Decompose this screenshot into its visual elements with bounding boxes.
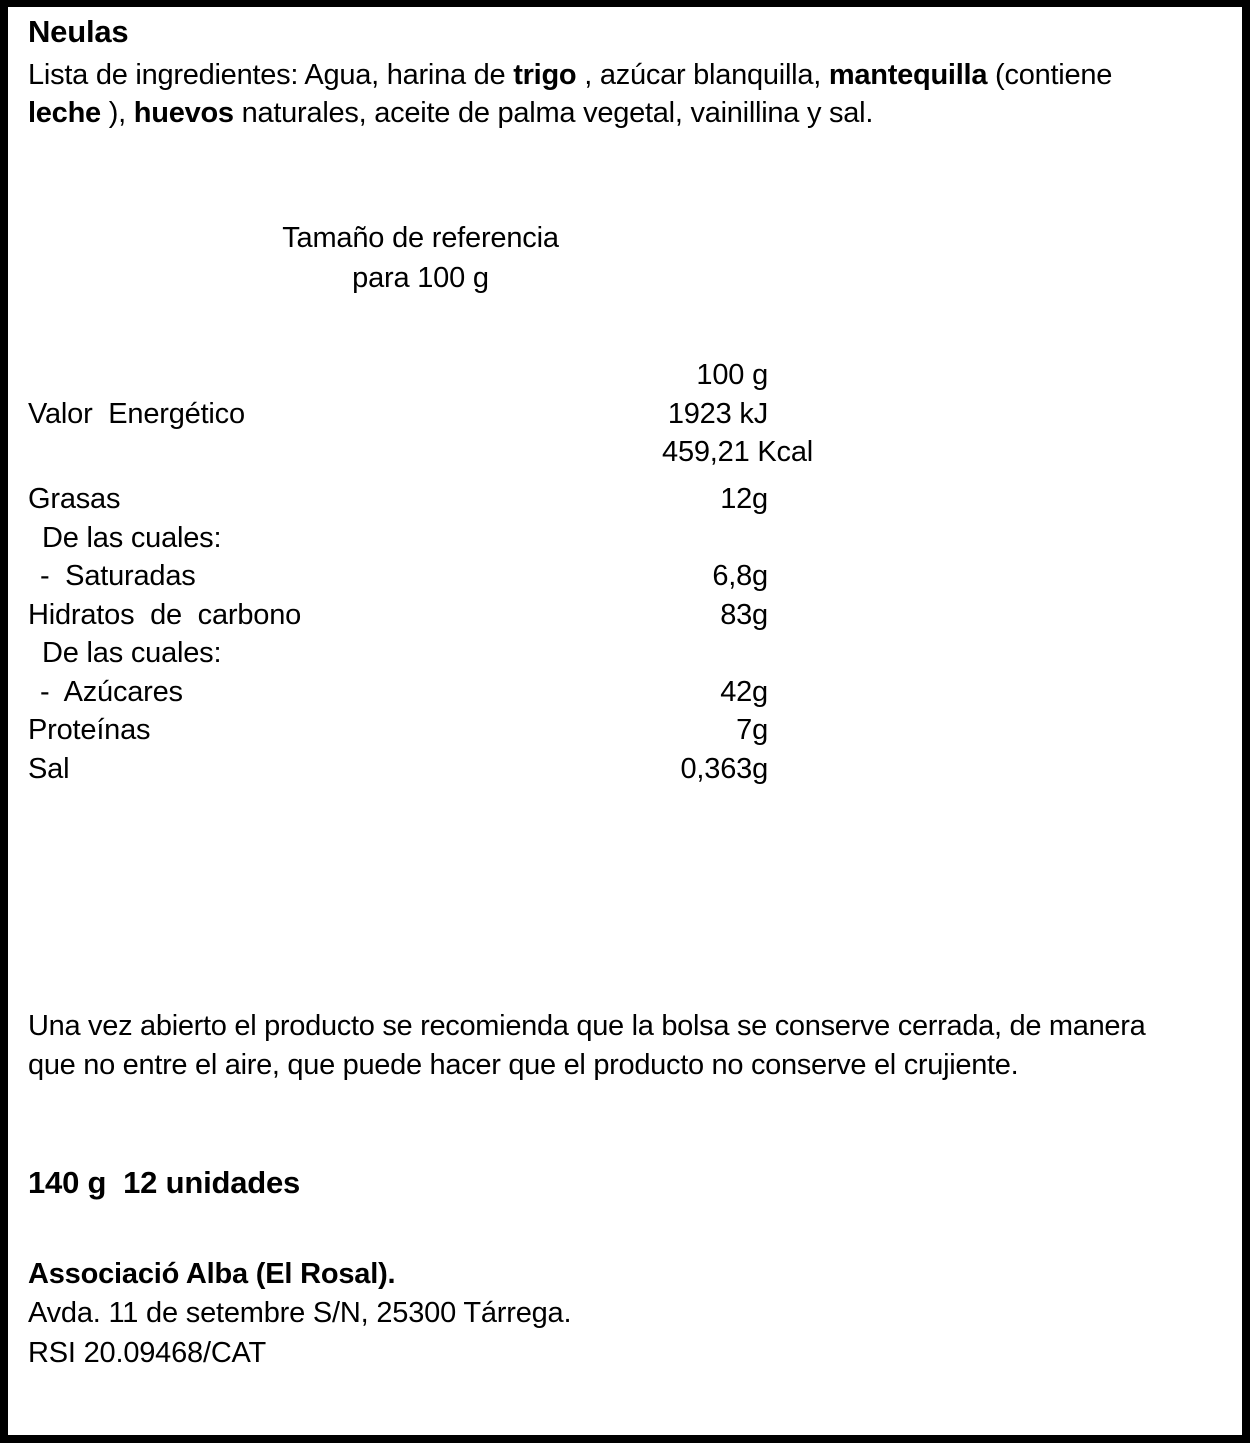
manufacturer-name: Associació Alba (El Rosal).	[28, 1258, 396, 1290]
health-registration-number: RSI 20.09468/CAT	[28, 1336, 267, 1369]
table-row	[28, 519, 813, 558]
row-label-of-which-carbs: De las cuales:	[42, 637, 222, 670]
row-label-salt: Sal	[28, 752, 70, 785]
table-row	[28, 433, 813, 472]
row-value-carbohydrates: 83g	[720, 598, 768, 631]
row-value-protein: 7g	[736, 714, 768, 747]
row-label-sugars: - Azúcares	[40, 675, 183, 708]
row-value-saturates: 6,8g	[712, 560, 768, 593]
row-value-fat: 12g	[720, 483, 768, 515]
row-value-energy-kcal: 459,21 Kcal	[662, 436, 813, 469]
nutrition-column-header: 100 g	[696, 359, 768, 392]
ingredients-tail: naturales, aceite de palma vegetal, vainillina y sal.	[233, 97, 874, 130]
row-label-protein: Proteínas	[28, 714, 151, 747]
row-label-carbohydrates: Hidratos de carbono	[28, 598, 302, 631]
table-row	[28, 395, 813, 434]
table-row	[28, 750, 813, 789]
allergen-mantequilla: mantequilla	[828, 58, 988, 91]
label-content	[8, 7, 1242, 1435]
ingredients-list	[28, 56, 1188, 133]
row-spacer	[28, 472, 813, 480]
manufacturer-info	[28, 1255, 571, 1373]
nutrition-table	[28, 356, 813, 788]
storage-instructions: Una vez abierto el producto se recomienda que la bolsa se conserve cerrada, de manera que no entre el aire, que puede hacer que el producto no conserve el crujiente.	[28, 1010, 1146, 1081]
table-row	[28, 596, 813, 635]
table-row	[28, 480, 813, 519]
reference-size	[28, 219, 813, 298]
allergen-leche: leche	[28, 97, 101, 130]
row-value-energy-kj: 1923 kJ	[667, 397, 768, 430]
allergen-huevos: huevos	[133, 97, 234, 130]
manufacturer-address: Avda. 11 de setembre S/N, 25300 Tárrega.	[28, 1297, 572, 1330]
table-row	[28, 673, 813, 712]
ingredients-mid-3: ),	[100, 97, 134, 130]
table-row	[28, 711, 813, 750]
allergen-trigo: trigo	[513, 58, 577, 91]
table-row	[28, 634, 813, 673]
row-value-salt: 0,363g	[680, 752, 768, 785]
page-title: Neulas	[28, 14, 129, 49]
reference-size-line-1: Tamaño de referencia	[282, 221, 559, 254]
row-value-sugars: 42g	[720, 675, 768, 708]
row-label-saturates: - Saturadas	[40, 560, 196, 593]
table-header-row	[28, 356, 813, 395]
ingredients-lead: Lista de ingredientes: Agua, harina de	[28, 58, 514, 91]
ingredients-mid-1: , azúcar blanquilla,	[576, 58, 829, 91]
row-label-fat: Grasas	[28, 483, 121, 515]
row-label-energy: Valor Energético	[28, 397, 245, 430]
ingredients-mid-2: (contiene	[987, 58, 1113, 91]
nutrition-facts-panel	[28, 219, 1222, 789]
table-row	[28, 557, 813, 596]
reference-size-line-2: para 100 g	[352, 261, 489, 294]
row-label-of-which-fat: De las cuales:	[42, 521, 222, 554]
net-weight: 140 g 12 unidades	[28, 1165, 301, 1200]
